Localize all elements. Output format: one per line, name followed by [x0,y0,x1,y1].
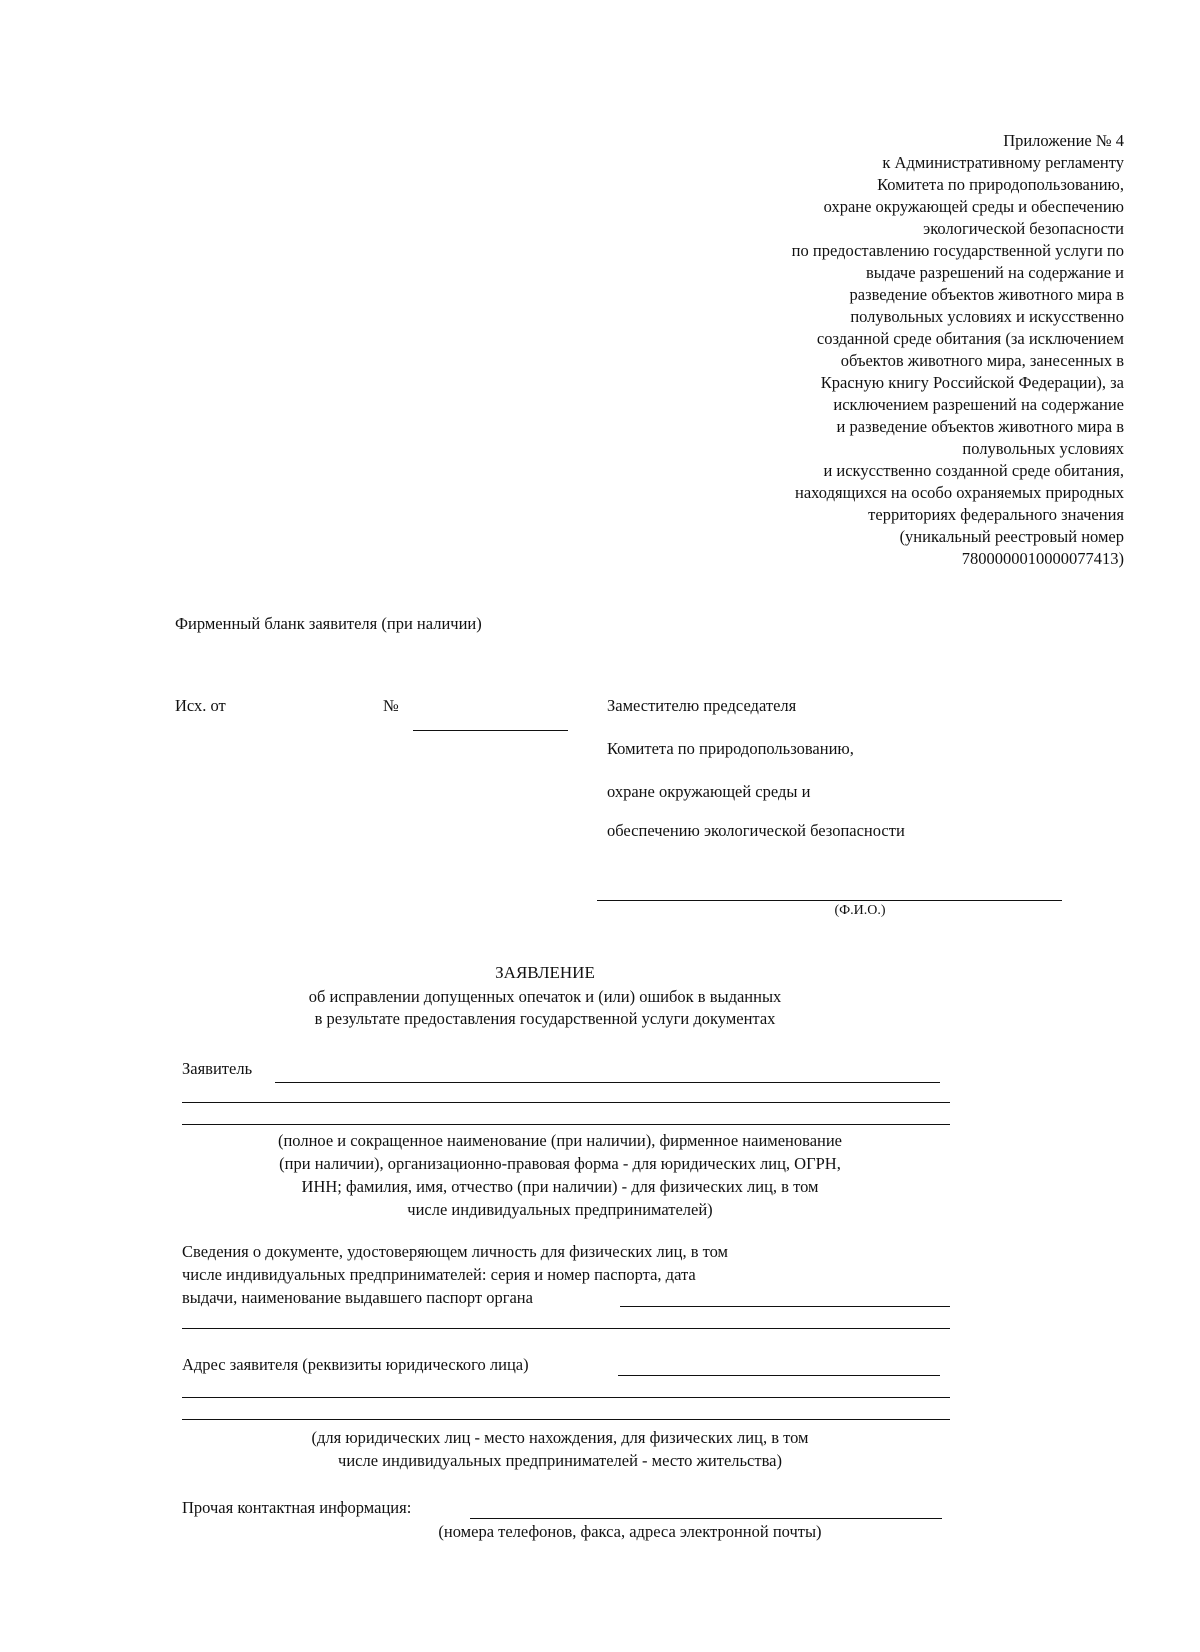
address-caption: числе индивидуальных предпринимателей - место жительства) [338,1451,782,1470]
letterhead-note: Фирменный бланк заявителя (при наличии) [175,614,482,633]
document-subtitle: об исправлении допущенных опечаток и (или) ошибок в выданных [308,987,782,1006]
header-line: объектов животного мира, занесенных в [840,351,1124,370]
outgoing-from-label: Исх. от [175,696,226,715]
header-line: экологической безопасности [923,219,1124,238]
contact-field[interactable] [470,1518,942,1519]
applicant-field[interactable] [275,1082,940,1083]
header-line: и разведение объектов животного мира в [836,417,1124,436]
address-field-line[interactable] [182,1419,950,1420]
header-line: Красную книгу Российской Федерации), за [820,373,1124,392]
outgoing-number-field[interactable] [413,730,568,731]
applicant-caption: ИНН; фамилия, имя, отчество (при наличии) - для физических лиц, в том [301,1177,819,1196]
outgoing-number-label: № [383,696,399,715]
identity-text: числе индивидуальных предпринимателей: серия и номер паспорта, дата [182,1265,696,1284]
addressee-line: Комитета по природопользованию, [607,739,854,758]
header-line: к Административному регламенту [882,153,1124,172]
identity-field[interactable] [620,1306,950,1307]
addressee-line: Заместителю председателя [607,696,797,715]
addressee-line: обеспечению экологической безопасности [607,821,905,840]
applicant-caption: (при наличии), организационно-правовая форма - для юридических лиц, ОГРН, [279,1154,841,1173]
address-field[interactable] [618,1375,940,1376]
header-line: по предоставлению государственной услуги по [791,241,1124,260]
applicant-caption: числе индивидуальных предпринимателей) [407,1200,713,1219]
applicant-field-line[interactable] [182,1102,950,1103]
addressee-line: охране окружающей среды и [607,782,811,801]
address-field-line[interactable] [182,1397,950,1398]
header-line: 7800000010000077413) [961,549,1124,568]
document-subtitle: в результате предоставления государственной услуги документах [314,1009,776,1028]
address-caption: (для юридических лиц - место нахождения, для физических лиц, в том [311,1428,809,1447]
header-line: созданной среде обитания (за исключением [816,329,1124,348]
applicant-label: Заявитель [182,1059,253,1078]
header-line: и искусственно созданной среде обитания, [823,461,1124,480]
header-line: (уникальный реестровый номер [899,527,1124,546]
header-line: полувольных условиях [962,439,1124,458]
identity-text: Сведения о документе, удостоверяющем личность для физических лиц, в том [182,1242,728,1261]
header-line: разведение объектов животного мира в [849,285,1124,304]
identity-text: выдачи, наименование выдавшего паспорт органа [182,1288,533,1307]
address-label: Адрес заявителя (реквизиты юридического лица) [182,1355,529,1374]
fio-field[interactable] [597,900,1062,901]
header-line: находящихся на особо охраняемых природных [795,483,1124,502]
header-line: охране окружающей среды и обеспечению [823,197,1124,216]
header-line: Приложение № 4 [1003,131,1124,150]
header-line: выдаче разрешений на содержание и [866,263,1124,282]
contact-caption: (номера телефонов, факса, адреса электронной почты) [438,1522,822,1541]
applicant-field-line[interactable] [182,1124,950,1125]
header-line: Комитета по природопользованию, [877,175,1124,194]
appendix-header [654,130,1124,570]
applicant-caption: (полное и сокращенное наименование (при наличии), фирменное наименование [277,1131,842,1150]
document-title: ЗАЯВЛЕНИЕ [495,963,595,982]
fio-caption: (Ф.И.О.) [834,903,886,918]
header-line: полувольных условиях и искусственно [850,307,1124,326]
identity-field-line[interactable] [182,1328,950,1329]
header-line: территориях федерального значения [868,505,1124,524]
header-line: исключением разрешений на содержание [833,395,1124,414]
contact-label: Прочая контактная информация: [182,1498,412,1517]
